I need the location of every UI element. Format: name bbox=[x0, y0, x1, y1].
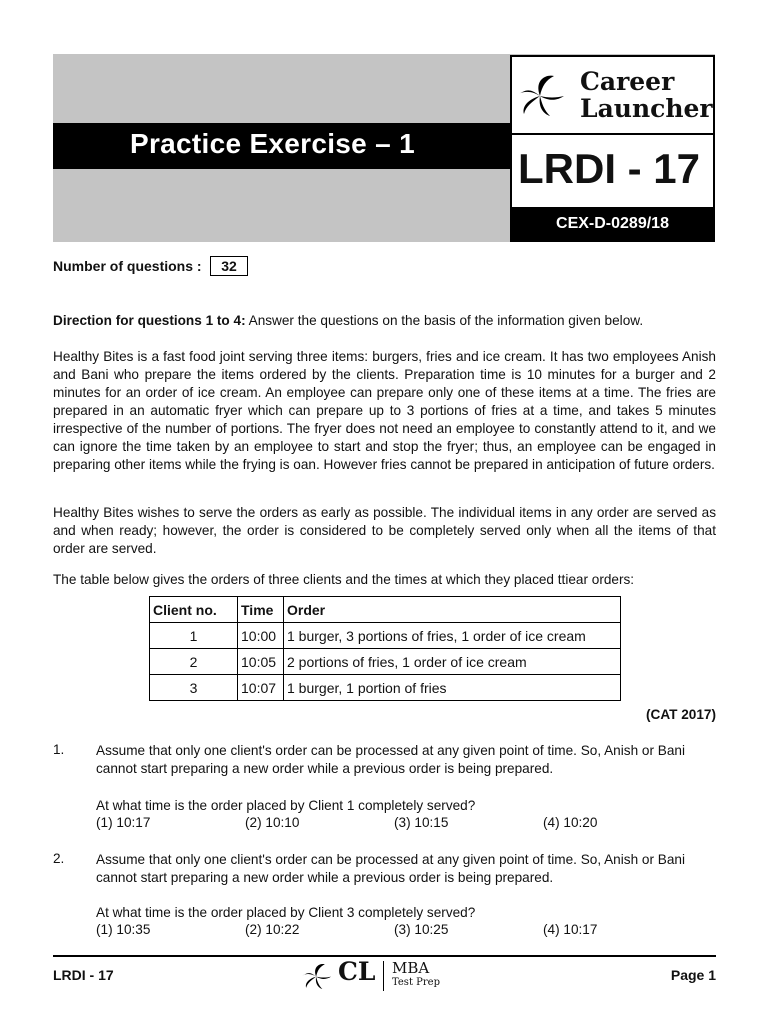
exercise-id: CEX-D-0289/18 bbox=[556, 215, 669, 232]
question-1-prompt: At what time is the order placed by Client 1 completely served? bbox=[96, 798, 476, 813]
question-2-option-1[interactable]: (1) 10:35 bbox=[96, 922, 151, 937]
footer-test-prep: Test Prep bbox=[392, 977, 440, 988]
footer-module-code: LRDI - 17 bbox=[53, 967, 114, 983]
question-1-number: 1. bbox=[53, 742, 65, 757]
table-header-client: Client no. bbox=[150, 597, 238, 623]
question-2-option-2[interactable]: (2) 10:22 bbox=[245, 922, 300, 937]
table-row bbox=[150, 623, 621, 649]
brand-name-line1: Career bbox=[580, 67, 675, 96]
passage-paragraph-2: Healthy Bites wishes to serve the orders as early as possible. The individual items in any order are served as and when ready; however, the order is considered to be completely served only when all the items of that order are served. bbox=[53, 505, 716, 556]
question-2-stem: Assume that only one client's order can be processed at any given point of time. So, Anish or Bani cannot start preparing a new order while a previous order is being prepared. bbox=[96, 852, 685, 885]
footer-mba: MBA bbox=[392, 959, 430, 977]
passage-paragraph-3: The table below gives the orders of three clients and the times at which they placed ttiear orders: bbox=[53, 572, 635, 587]
table-header-row bbox=[150, 597, 621, 623]
table-cell-order: 2 portions of fries, 1 order of ice cream bbox=[284, 649, 621, 675]
num-questions-label: Number of questions : bbox=[53, 258, 202, 274]
question-2-prompt: At what time is the order placed by Client 3 completely served? bbox=[96, 905, 476, 920]
brand-divider bbox=[510, 133, 715, 135]
direction-label: Direction for questions 1 to 4: bbox=[53, 313, 246, 328]
module-code: LRDI - 17 bbox=[518, 145, 701, 192]
page-number: Page 1 bbox=[670, 967, 716, 983]
question-1-option-4[interactable]: (4) 10:20 bbox=[543, 815, 598, 830]
table-row bbox=[150, 649, 621, 675]
table-header-order: Order bbox=[284, 597, 621, 623]
footer-cl-wordmark: CL bbox=[338, 957, 376, 986]
question-2-option-3[interactable]: (3) 10:25 bbox=[394, 922, 449, 937]
source-citation: (CAT 2017) bbox=[646, 707, 716, 722]
table-cell-order: 1 burger, 3 portions of fries, 1 order of ice cream bbox=[284, 623, 621, 649]
question-1-option-3[interactable]: (3) 10:15 bbox=[394, 815, 449, 830]
question-1-option-1[interactable]: (1) 10:17 bbox=[96, 815, 151, 830]
question-2-number: 2. bbox=[53, 851, 65, 866]
table-cell-client: 1 bbox=[150, 623, 238, 649]
table-row bbox=[150, 675, 621, 701]
table-cell-client: 3 bbox=[150, 675, 238, 701]
cl-logo-icon bbox=[300, 961, 336, 991]
brand-name-line2: Launcher bbox=[580, 94, 713, 123]
table-cell-time: 10:00 bbox=[238, 623, 284, 649]
num-questions-value: 32 bbox=[210, 256, 248, 276]
orders-table bbox=[149, 596, 621, 701]
passage-paragraph-1: Healthy Bites is a fast food joint serving three items: burgers, fries and ice cream. It has two employees Anish and Bani who prepare the items ordered by the clients. Preparation time is 10 minutes for a burger and 2 minutes for an order of ice cream. An employee can prepare only one of these items at a time. The fries are prepared in an automatic fryer which can prepare up to 3 portions of fries at a time, and takes 5 minutes irrespective of the number of portions. The fryer does not need an employee to constantly attend to it, and we can ignore the time taken by an employee to start and stop the fryer; thus, an employee can be engaged in preparing other items while the frying is oan. However fries cannot be prepared in anticipation of future orders. bbox=[53, 349, 716, 472]
table-cell-order: 1 burger, 1 portion of fries bbox=[284, 675, 621, 701]
career-launcher-logo-icon bbox=[514, 72, 572, 118]
table-cell-time: 10:07 bbox=[238, 675, 284, 701]
question-2-option-4[interactable]: (4) 10:17 bbox=[543, 922, 598, 937]
question-1-stem: Assume that only one client's order can be processed at any given point of time. So, Anish or Bani cannot start preparing a new order while a previous order is being prepared. bbox=[96, 743, 685, 776]
table-cell-time: 10:05 bbox=[238, 649, 284, 675]
page-title: Practice Exercise – 1 bbox=[130, 128, 415, 159]
question-1-option-2[interactable]: (2) 10:10 bbox=[245, 815, 300, 830]
table-header-time: Time bbox=[238, 597, 284, 623]
footer-logo-separator bbox=[383, 961, 384, 991]
direction-body: Answer the questions on the basis of the information given below. bbox=[245, 313, 644, 328]
direction-text bbox=[53, 312, 716, 330]
footer-rule bbox=[53, 955, 716, 957]
table-cell-client: 2 bbox=[150, 649, 238, 675]
